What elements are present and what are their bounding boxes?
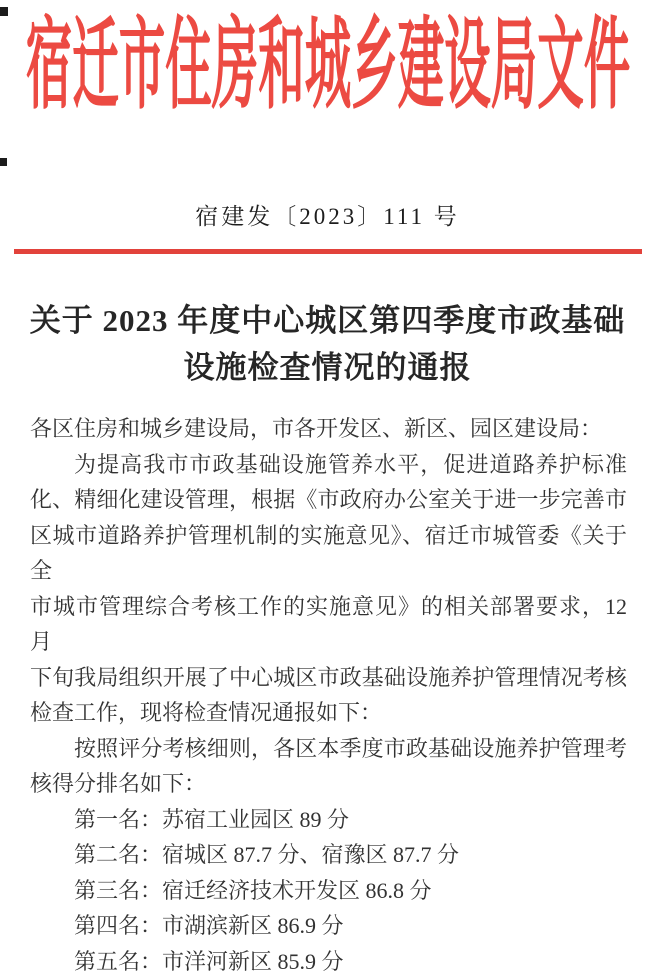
scan-artifact-left-edge: [0, 158, 7, 166]
scan-artifact-top-left: [0, 7, 8, 16]
letterhead: [0, 2, 655, 130]
document-title-line1: 关于 2023 年度中心城区第四季度市政基础: [0, 297, 655, 344]
ranking-line-2: 第二名：宿城区 87.7 分、宿豫区 87.7 分: [30, 837, 627, 873]
document-number: 宿建发〔2023〕111 号: [0, 202, 655, 232]
body-line: 市城市管理综合考核工作的实施意见》的相关部署要求，12 月: [30, 589, 627, 660]
body-line: 区城市道路养护管理机制的实施意见》、宿迁市城管委《关于全: [30, 518, 627, 589]
body-line: 为提高我市市政基础设施管养水平，促进道路养护标准: [30, 447, 627, 483]
ranking-line-3: 第三名：宿迁经济技术开发区 86.8 分: [30, 873, 627, 909]
document-body: [30, 411, 627, 979]
body-line: 检查工作，现将检查情况通报如下：: [30, 695, 627, 731]
salutation-line: 各区住房和城乡建设局，市各开发区、新区、园区建设局：: [30, 411, 627, 447]
body-line: 下旬我局组织开展了中心城区市政基础设施养护管理情况考核: [30, 660, 627, 696]
body-line: 化、精细化建设管理，根据《市政府办公室关于进一步完善市: [30, 482, 627, 518]
ranking-line-4: 第四名：市湖滨新区 86.9 分: [30, 908, 627, 944]
document-title: [0, 297, 655, 391]
agency-name: 宿迁市住房和城乡建设局文件: [25, 2, 630, 130]
body-line: 按照评分考核细则，各区本季度市政基础设施养护管理考: [30, 731, 627, 767]
red-divider-line: [14, 249, 642, 254]
ranking-line-5: 第五名：市洋河新区 85.9 分: [30, 944, 627, 979]
document-title-line2: 设施检查情况的通报: [0, 344, 655, 391]
body-line: 核得分排名如下：: [30, 766, 627, 802]
ranking-line-1: 第一名：苏宿工业园区 89 分: [30, 802, 627, 838]
